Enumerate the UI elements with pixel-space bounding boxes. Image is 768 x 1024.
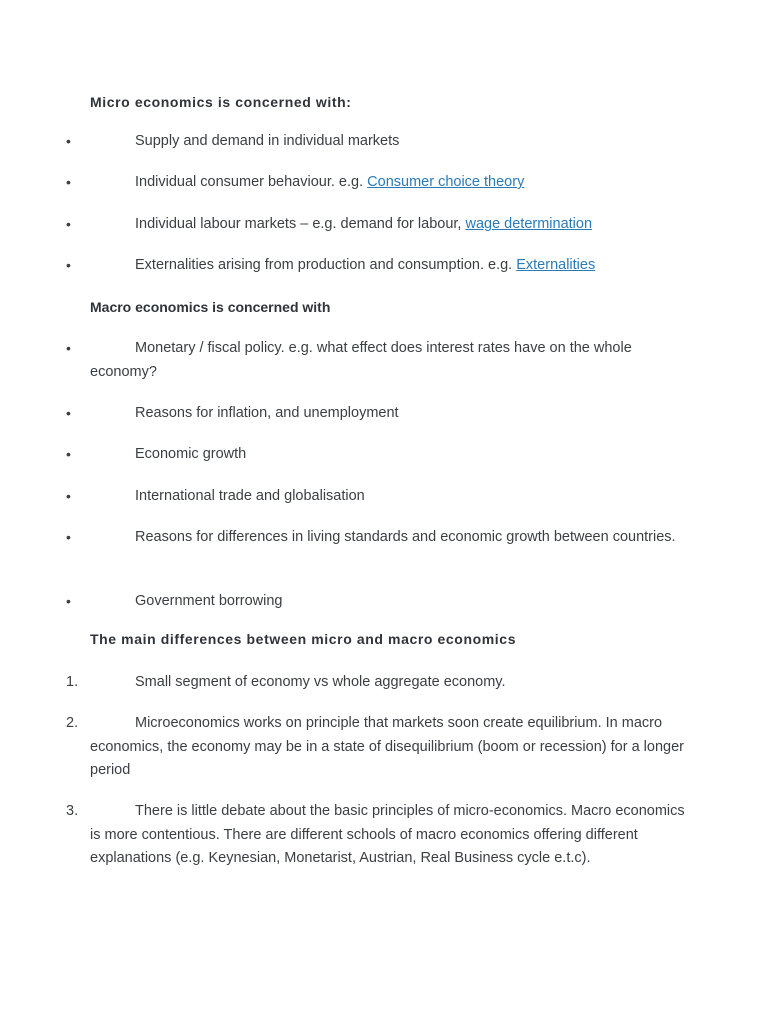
bullet-marker: • (66, 174, 71, 190)
macro-item-text: Reasons for differences in living standards and economic growth between countries. (135, 529, 676, 545)
micro-item-2 (66, 171, 686, 195)
bullet-marker: • (66, 257, 71, 273)
wage-determination-link[interactable]: wage determination (465, 216, 593, 232)
macro-item-6 (66, 590, 686, 614)
difference-item-text: Small segment of economy vs whole aggregate economy. (135, 674, 506, 690)
bullet-marker: • (66, 446, 71, 462)
difference-item-2 (66, 712, 686, 783)
macro-item-2 (66, 402, 686, 426)
micro-item-text-wrap (66, 213, 686, 237)
micro-item-text: Supply and demand in individual markets (135, 133, 400, 149)
consumer-choice-theory-link[interactable]: Consumer choice theory (367, 174, 525, 190)
bullet-marker: • (66, 133, 71, 149)
macro-item-1 (66, 337, 686, 384)
macro-item-text: Economic growth (135, 446, 247, 462)
difference-item-text: There is little debate about the basic principles of micro-economics. Macro economics is more contentious. There are different schools of macro economics offering different explanations (e.g. Keynesian, Monetarist, Austrian, Real Business cycle e.t.c). (90, 803, 685, 866)
micro-item-3 (66, 213, 686, 237)
bullet-marker: • (66, 488, 71, 504)
macro-item-text: Monetary / fiscal policy. e.g. what effect does interest rates have on the whole economy? (90, 340, 632, 380)
differences-heading: The main differences between micro and macro economics (90, 631, 517, 647)
macro-item-3 (66, 443, 686, 467)
difference-item-text: Microeconomics works on principle that markets soon create equilibrium. In macro economics, the economy may be in a state of disequilibrium (boom or recession) for a longer period (90, 715, 684, 778)
difference-item-1 (66, 671, 686, 695)
bullet-marker: • (66, 529, 71, 545)
macro-item-5 (66, 526, 686, 550)
macro-item-4 (66, 485, 686, 509)
micro-item-text-wrap (66, 254, 686, 278)
macro-item-text: Reasons for inflation, and unemployment (135, 405, 399, 421)
macro-heading: Macro economics is concerned with (90, 299, 331, 315)
micro-item-4 (66, 254, 686, 278)
micro-item-1 (66, 130, 686, 154)
list-number: 3. (66, 803, 79, 819)
difference-item-3 (66, 800, 686, 871)
list-number: 1. (66, 674, 79, 690)
micro-item-text-wrap (66, 171, 686, 195)
micro-item-text: Individual labour markets – e.g. demand for labour, (135, 216, 466, 232)
bullet-marker: • (66, 405, 71, 421)
externalities-link[interactable]: Externalities (516, 257, 596, 273)
bullet-marker: • (66, 340, 71, 356)
bullet-marker: • (66, 216, 71, 232)
micro-item-text: Externalities arising from production and consumption. e.g. (135, 257, 517, 273)
bullet-marker: • (66, 593, 71, 609)
macro-item-text: International trade and globalisation (135, 488, 365, 504)
micro-heading: Micro economics is concerned with: (90, 94, 352, 110)
micro-item-text: Individual consumer behaviour. e.g. (135, 174, 368, 190)
list-number: 2. (66, 715, 79, 731)
macro-item-text: Government borrowing (135, 593, 283, 609)
